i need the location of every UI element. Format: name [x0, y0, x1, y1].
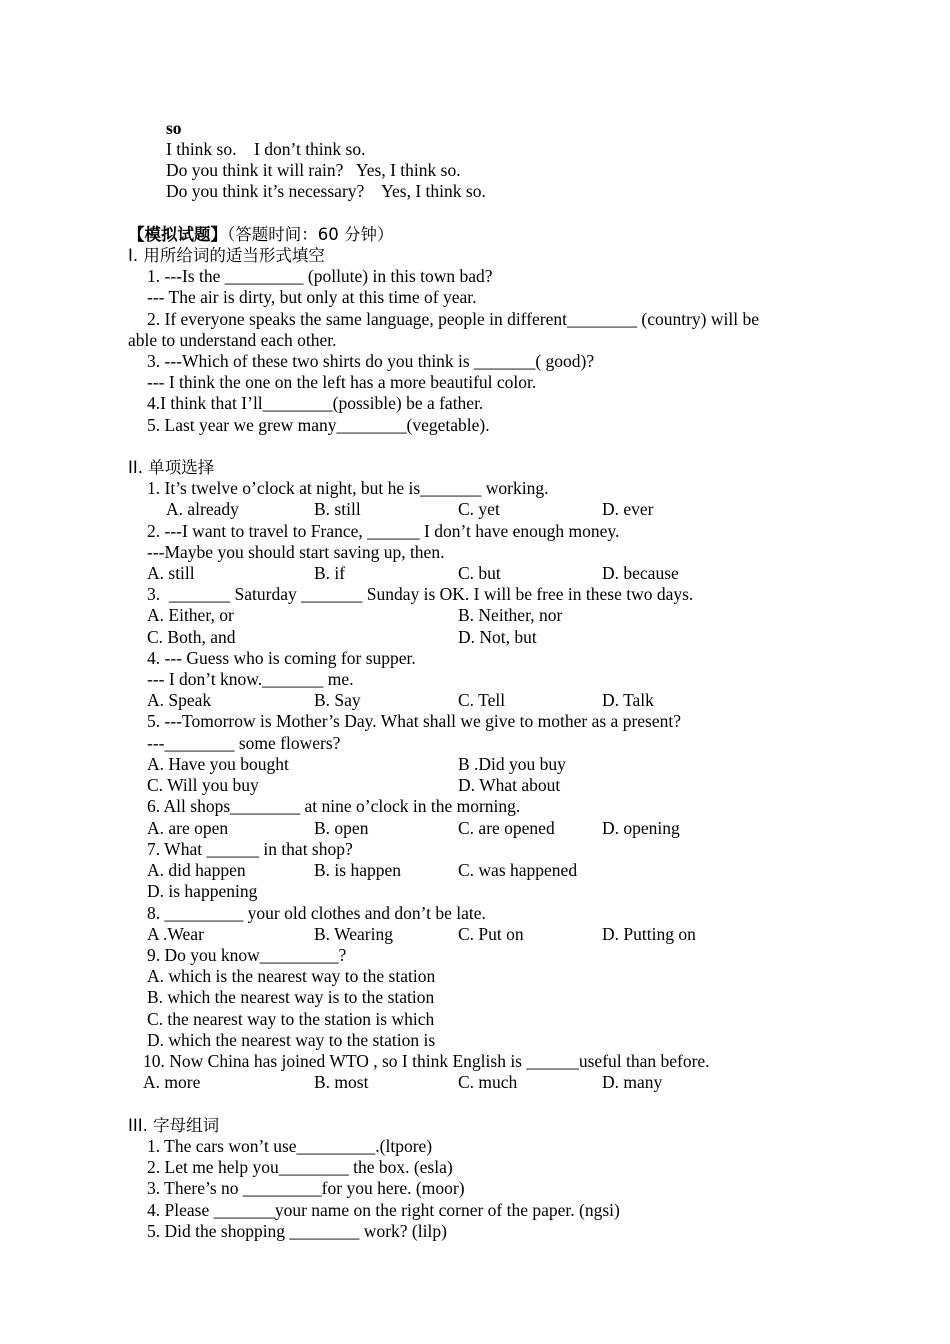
mock-time-note: （答题时间：60 分钟）: [227, 225, 394, 244]
question-line: ---________ some flowers?: [147, 733, 341, 753]
option: A. Either, or: [147, 605, 234, 625]
option: B. Neither, nor: [458, 605, 563, 625]
option: C. Put on: [458, 924, 524, 944]
mock-header: [128, 224, 394, 245]
option: C. Tell: [458, 690, 506, 710]
question-line: --- I don’t know._______ me.: [147, 669, 354, 689]
question: 3. _______ Saturday _______ Sunday is OK. I will be free in these two days.: [147, 584, 694, 604]
option: B. Wearing: [314, 924, 393, 944]
option: A. more: [143, 1072, 201, 1092]
question: 5. Last year we grew many________(vegetable).: [147, 415, 490, 435]
question: 4.I think that I’ll________(possible) be a father.: [147, 393, 484, 413]
option: A. still: [147, 563, 195, 583]
option: A. which is the nearest way to the station: [147, 966, 436, 986]
option: A. are open: [147, 818, 229, 838]
question: 5. ---Tomorrow is Mother’s Day. What shall we give to mother as a present?: [147, 711, 682, 731]
option: B. open: [314, 818, 369, 838]
question: 2. If everyone speaks the same language, people in different________ (country) will be: [147, 309, 759, 329]
option: A .Wear: [147, 924, 204, 944]
mock-title: 【模拟试题】: [128, 225, 227, 244]
question: 3. ---Which of these two shirts do you think is _______( good)?: [147, 351, 595, 371]
question-line: --- I think the one on the left has a more beautiful color.: [147, 372, 537, 392]
question: 1. The cars won’t use_________.(ltpore): [147, 1136, 433, 1156]
intro-line: I think so. I don’t think so.: [166, 139, 366, 159]
option: B. still: [314, 499, 361, 519]
option: A. Have you bought: [147, 754, 289, 774]
option: B. is happen: [314, 860, 402, 880]
intro-line: Do you think it’s necessary? Yes, I think so.: [166, 181, 486, 201]
option: C. the nearest way to the station is which: [147, 1009, 435, 1029]
option: A. did happen: [147, 860, 246, 880]
option: D. opening: [602, 818, 680, 838]
question: 4. --- Guess who is coming for supper.: [147, 648, 416, 668]
option: C. Both, and: [147, 627, 236, 647]
intro-line: Do you think it will rain? Yes, I think so.: [166, 160, 461, 180]
question: 8. _________ your old clothes and don’t be late.: [147, 903, 486, 923]
option: D. Not, but: [458, 627, 537, 647]
question: 5. Did the shopping ________ work? (lilp): [147, 1221, 447, 1241]
question: 10. Now China has joined WTO , so I think English is ______useful than before.: [143, 1051, 710, 1071]
intro-heading: so: [166, 118, 182, 138]
question-line: ---Maybe you should start saving up, then.: [147, 542, 445, 562]
option: C. much: [458, 1072, 518, 1092]
question: 2. ---I want to travel to France, ______ I don’t have enough money.: [147, 521, 620, 541]
option: D. What about: [458, 775, 561, 795]
option: D. is happening: [147, 881, 258, 901]
option: D. Talk: [602, 690, 654, 710]
option: A. already: [166, 499, 239, 519]
question: 4. Please _______your name on the right corner of the paper. (ngsi): [147, 1200, 620, 1220]
option: B. which the nearest way is to the station: [147, 987, 435, 1007]
question: 1. ---Is the _________ (pollute) in this town bad?: [147, 266, 493, 286]
option: B. most: [314, 1072, 369, 1092]
option: B. Say: [314, 690, 361, 710]
question: 1. It’s twelve o’clock at night, but he is_______ working.: [147, 478, 549, 498]
option: D. many: [602, 1072, 663, 1092]
section-1-heading: I. 用所给词的适当形式填空: [128, 246, 325, 265]
option: C. yet: [458, 499, 500, 519]
option: C. are opened: [458, 818, 555, 838]
question: 9. Do you know_________?: [147, 945, 347, 965]
question-line: --- The air is dirty, but only at this time of year.: [147, 287, 477, 307]
question: 6. All shops________ at nine o’clock in the morning.: [147, 796, 521, 816]
option: C. but: [458, 563, 501, 583]
section-2-heading: II. 单项选择: [128, 458, 215, 477]
question: 2. Let me help you________ the box. (esla): [147, 1157, 453, 1177]
section-3-heading: III. 字母组词: [128, 1116, 220, 1135]
option: D. ever: [602, 499, 654, 519]
question: 7. What ______ in that shop?: [147, 839, 353, 859]
question: 3. There’s no _________for you here. (moor): [147, 1178, 465, 1198]
option: D. Putting on: [602, 924, 696, 944]
option: B. if: [314, 563, 346, 583]
option: D. because: [602, 563, 679, 583]
option: A. Speak: [147, 690, 212, 710]
option: B .Did you buy: [458, 754, 566, 774]
option: D. which the nearest way to the station is: [147, 1030, 436, 1050]
option: C. was happened: [458, 860, 578, 880]
question-line: able to understand each other.: [128, 330, 337, 350]
option: C. Will you buy: [147, 775, 259, 795]
